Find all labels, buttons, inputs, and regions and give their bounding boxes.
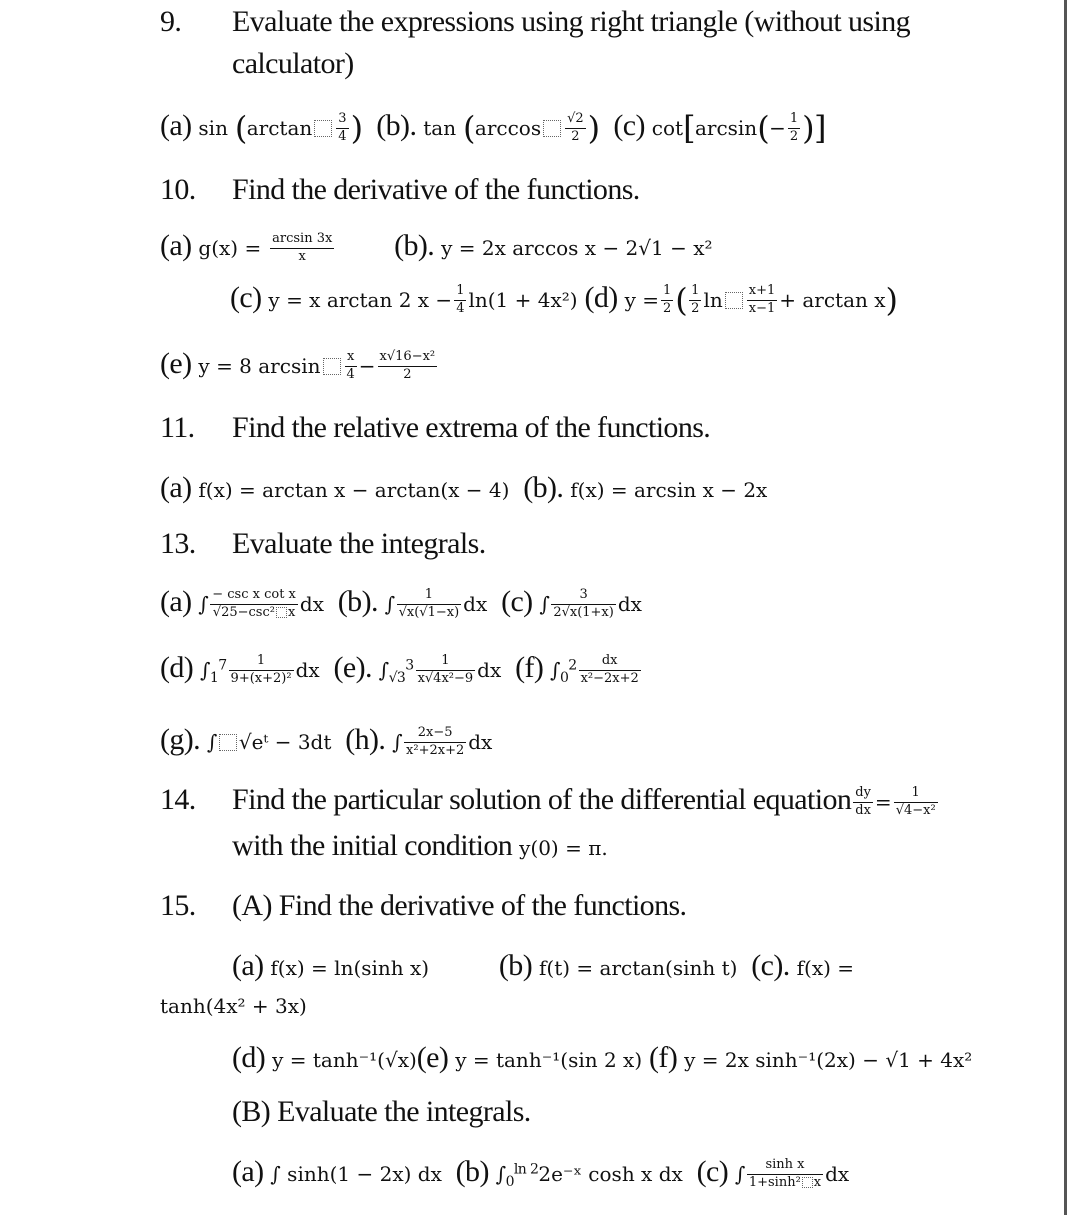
q13-abc: (a) ∫ $\frac{\text{− csc x cot x}}{\text{√25−csc² x}}$ dx (b). ∫ $\frac{1}{√x(√1-x)}$ dx (c) ∫ $\frac{3}{2√x(1+x)}$ dx (160, 585, 642, 620)
q14-dydx: $\frac{dy}{dx}$ (855, 784, 871, 818)
q14-rhs: $\frac{1}{\text{√4−x²}}$ (895, 784, 936, 818)
q10-e: (e) y = 8 arcsin $\frac{x}{4}$ − $\frac{\text{x√16−x²}}{2}$ (160, 347, 436, 382)
q13-def: (d) $\int_1^7$ $\frac{1}{\text{9+(x+2)²}}$ dx (e). $\int_{√3}^3$ $\frac{1}{\text{x√4x²−9}}$ dx (f) $\int_0^2$ $\frac{dx}{\text{x²−2x+2}}$ (160, 651, 639, 686)
q10d-expr1: y = (624, 288, 659, 312)
q10a-lhs: g(x) = (198, 236, 262, 260)
q13f-label: (f) (515, 651, 544, 684)
q9b-label: (b). (376, 109, 417, 142)
q15e-label: (e) (416, 1041, 449, 1074)
q14-title-line1: Find the particular solution of the differential equation (232, 783, 852, 816)
q11-parts (160, 470, 767, 506)
q13h-frac: $\frac{2x-5}{\text{x²+2x+2}}$ (406, 724, 465, 758)
placeholder-box (219, 734, 237, 751)
placeholder-box (725, 292, 743, 309)
q15f-label: (f) (649, 1041, 678, 1074)
q10c-frac: $\frac{1}{4}$ (456, 282, 465, 316)
paren-open: ( (463, 108, 475, 147)
q10e-frac2: $\frac{\text{x√16−x²}}{2}$ (379, 348, 436, 382)
q10d-frac3: $\frac{x+1}{x-1}$ (748, 282, 776, 316)
q15-abc (232, 948, 854, 984)
q15Bb-expr: 2e⁻ˣ cosh x dx (538, 1162, 683, 1186)
q9b-frac: $\frac{√2}{2}$ (567, 110, 584, 144)
q9b-expr: tan (423, 116, 457, 140)
q15c-label: (c). (751, 949, 790, 982)
paren-open: ( (234, 108, 247, 147)
paren-close: ) (350, 108, 363, 147)
q14-number: 14. (160, 783, 196, 816)
q11a-expr: f(x) = arctan x − arctan(x − 4) (198, 478, 510, 502)
q9-title-line1: Evaluate the expressions using right triangle (without using (232, 5, 911, 38)
q10d-expr2: ln (703, 288, 723, 312)
q13e-label: (e). (333, 651, 372, 684)
q11-title: Find the relative extrema of the functions. (232, 411, 711, 444)
q9c-label: (c) (613, 109, 645, 142)
q11b-expr: f(x) = arcsin x − 2x (570, 478, 768, 502)
q15a-label: (a) (232, 949, 264, 982)
paren-close: ) (587, 108, 600, 147)
q10a-label: (a) (160, 229, 192, 262)
q10b-expr: y = 2x arccos x − 2√1 − x² (441, 236, 713, 260)
integral-sign: ∫ (207, 730, 217, 754)
q13c-label: (c) (501, 585, 533, 618)
q9a-expr: sin (198, 116, 228, 140)
integral-sign: ∫ (198, 592, 209, 616)
q13-gh: (g). ∫ √eᵗ − 3dt (h). ∫ $\frac{2x-5}{\text{x²+2x+2}}$ dx (160, 723, 493, 758)
q15-def (232, 1040, 972, 1076)
q13d-frac: $\frac{1}{\text{9+(x+2)²}}$ (230, 652, 292, 686)
q9a-frac: $\frac{3}{4}$ (338, 110, 347, 144)
q11-number: 11. (160, 411, 195, 444)
q15b-label: (b) (498, 949, 533, 982)
q10d-expr3: + arctan x (779, 288, 886, 312)
q15-number: 15. (160, 889, 196, 922)
q15b-expr: f(t) = arctan(sinh t) (539, 956, 738, 980)
q15c-continuation: tanh(4x² + 3x) (160, 994, 307, 1018)
q13h-label: (h). (345, 723, 386, 756)
q10e-expr: y = 8 arcsin (198, 354, 321, 378)
q13d-label: (d) (160, 651, 194, 684)
q10c-expr2: ln(1 + 4x²) (468, 288, 578, 312)
integral-sign: ∫ (539, 592, 550, 616)
paren-close: ) (885, 280, 898, 319)
q13b-label: (b). (337, 585, 378, 618)
q9c-frac: $\frac{1}{2}$ (789, 110, 799, 144)
q9b-inner: arccos (474, 116, 542, 140)
integral-sign: $\int_0^2$ (550, 657, 577, 686)
q13e-frac: $\frac{1}{\text{x√4x²−9}}$ (417, 652, 474, 686)
q10c-label: (c) (230, 281, 262, 314)
placeholder-box (543, 120, 561, 137)
q13a-label: (a) (160, 585, 192, 618)
q15d-expr: y = tanh⁻¹(√x) (272, 1048, 417, 1072)
integral-sign: $\int_1^7$ (200, 657, 227, 686)
q9c-inner: arcsin (694, 116, 758, 140)
q15-partB-title: (B) Evaluate the integrals. (232, 1095, 531, 1128)
q9c-expr: cot (651, 116, 684, 140)
q15Bb-label: (b) (455, 1155, 489, 1188)
q10-cd (230, 280, 897, 319)
q15a-expr: f(x) = ln(sinh x) (270, 956, 430, 980)
q13-number: 13. (160, 527, 196, 560)
q15f-expr: y = 2x sinh⁻¹(2x) − √1 + 4x² (684, 1048, 973, 1072)
q15-partB-items: (a) ∫ sinh(1 − 2x) dx (b) $\int_0^{ln 2}2e^-ˣ$ cosh x dx (c) ∫ $\frac{\text{sinh x}}{\text{1+sinh² x}}$ dx (232, 1155, 850, 1190)
q10d-label: (d) (584, 281, 618, 314)
q11a-label: (a) (160, 471, 192, 504)
q14-line2 (232, 828, 608, 864)
page-edge (1064, 0, 1067, 1215)
integral-sign: $\int_{√3}^3$ (378, 657, 414, 686)
q13g-label: (g). (160, 723, 201, 756)
q15-partA-title: (A) Find the derivative of the functions. (232, 889, 687, 922)
q9-title-line2: calculator) (232, 47, 354, 80)
integral-sign: $\int_0^{ln 2}$ (495, 1161, 539, 1190)
q13b-frac: $\frac{1}{√x(√1-x)}$ (398, 586, 460, 620)
q13-title: Evaluate the integrals. (232, 527, 486, 560)
placeholder-box (314, 120, 332, 137)
paren-open: ( (757, 108, 770, 147)
q15Ba-expr: ∫ sinh(1 − 2x) dx (270, 1162, 442, 1186)
q10e-label: (e) (160, 347, 192, 380)
q15Bc-frac: $\frac{\text{sinh x}}{\text{1+sinh² x}}$ (748, 1156, 822, 1190)
q9-parts: (a) sin (arctan $\frac{3}{4}$ ) (b). tan (arccos $\frac{√2}{2}$ ) (c) cot[arcsin(− $\frac{1}{2}$ )] (160, 108, 826, 147)
q11b-label: (b). (523, 471, 564, 504)
q15d-label: (d) (232, 1041, 266, 1074)
q15Bc-label: (c) (696, 1155, 729, 1188)
placeholder-box (323, 358, 341, 375)
q15-c-cont (160, 986, 307, 1022)
q14-condition: y(0) = π. (519, 836, 608, 860)
q15e-expr: y = tanh⁻¹(sin 2 x) (455, 1048, 643, 1072)
q10d-frac2: $\frac{1}{2}$ (691, 282, 700, 316)
q13a-frac: $\frac{\text{− csc x cot x}}{\text{√25−csc² x}}$ (212, 586, 296, 620)
q9a-label: (a) (160, 109, 192, 142)
q13g-expr: √eᵗ − 3dt (238, 730, 332, 754)
q10-title: Find the derivative of the functions. (232, 173, 640, 206)
q10-ab (160, 228, 713, 265)
bracket-close: ] (814, 108, 826, 147)
q10d-frac1: $\frac{1}{2}$ (663, 282, 672, 316)
q13f-frac: $\frac{dx}{\text{x²−2x+2}}$ (580, 652, 639, 686)
paren-open: ( (675, 280, 688, 319)
q10c-expr1: y = x arctan 2 x − (268, 288, 453, 312)
q15c-expr: f(x) = (796, 956, 855, 980)
bracket-open: [ (683, 108, 695, 147)
q13c-frac: $\frac{3}{2√x(1+x)}$ (553, 586, 614, 620)
q9a-inner: arctan (246, 116, 313, 140)
q10b-label: (b). (394, 229, 435, 262)
integral-sign: ∫ (392, 730, 403, 754)
paren-close: ) (802, 108, 815, 147)
q14-line1: Find the particular solution of the differential equation $\frac{dy}{dx}$ = $\frac{1}{\text{√4−x²}}$ (232, 783, 936, 818)
q14-title-line2: with the initial condition (232, 829, 513, 862)
integral-sign: ∫ (384, 592, 395, 616)
integral-sign: ∫ (735, 1162, 745, 1186)
q9-number: 9. (160, 5, 182, 38)
q10-number: 10. (160, 173, 196, 206)
q10e-frac1: $\frac{x}{4}$ (346, 348, 355, 382)
q10a-frac: $\frac{\arcsin 3x}{x}$ (272, 230, 333, 264)
q15Ba-label: (a) (232, 1155, 264, 1188)
